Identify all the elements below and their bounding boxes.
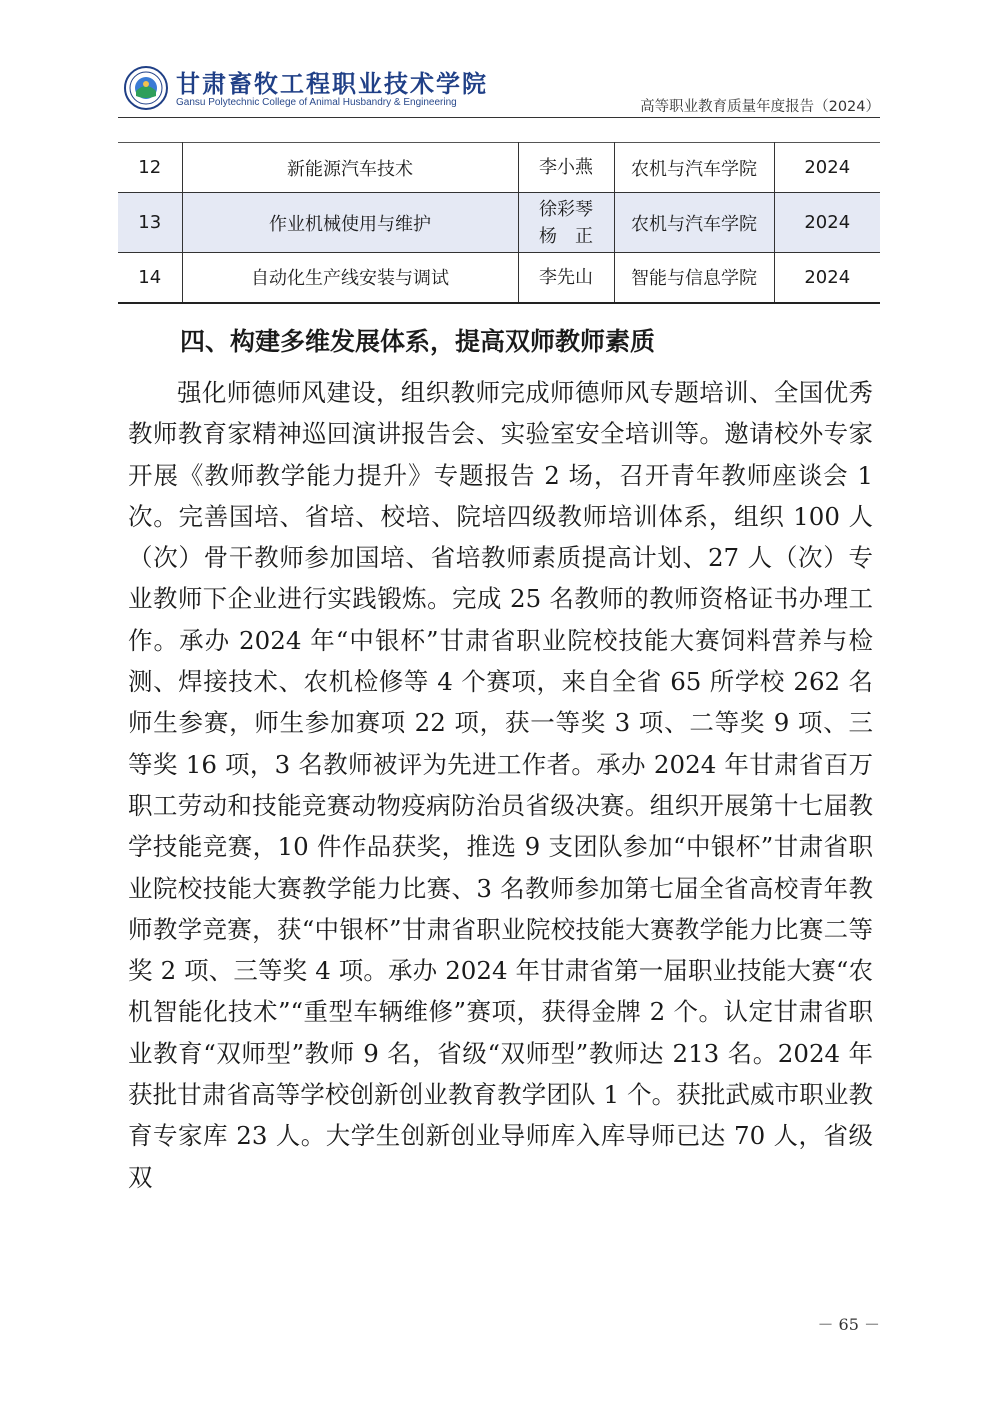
staff-table <box>118 142 880 304</box>
person-name <box>518 193 614 253</box>
person-name-line: 李小燕 <box>539 157 593 178</box>
person-name <box>518 143 614 193</box>
college-name: 农机与汽车学院 <box>614 193 774 253</box>
school-logo-icon <box>124 66 168 110</box>
report-title: 高等职业教育质量年度报告（2024） <box>640 99 880 115</box>
page-number: － 65 － <box>817 1315 880 1334</box>
project-name: 新能源汽车技术 <box>182 143 518 193</box>
year: 2024 <box>774 143 880 193</box>
school-name-en: Gansu Polytechnic College of Animal Husbandry & Engineering <box>176 97 457 108</box>
row-number: 14 <box>118 253 182 303</box>
table-row <box>118 143 880 193</box>
row-number: 13 <box>118 193 182 253</box>
header-divider <box>118 117 880 118</box>
person-name-line: 徐彩琴 <box>539 198 593 220</box>
year: 2024 <box>774 253 880 303</box>
section-heading: 四、构建多维发展体系，提高双师教师素质 <box>180 327 656 356</box>
person-name <box>518 253 614 303</box>
project-name: 自动化生产线安装与调试 <box>182 253 518 303</box>
person-name-line: 李先山 <box>539 266 593 288</box>
table-row <box>118 193 880 253</box>
body-paragraph: 强化师德师风建设，组织教师完成师德师风专题培训、全国优秀教师教育家精神巡回演讲报告会、实验室安全培训等。邀请校外专家开展《教师教学能力提升》专题报告 2 场，召开青年教师座谈会 1 次。完善国培、省培、校培、院培四级教师培训体系，组织 100 人（次）骨干教师参加国培、省培教师素质提高计划、27 人（次）专业教师下企业进行实践锻炼。完成 25 名教师的教师资格证书办理工作。承办 2024 年“中银杯”甘肃省职业院校技能大赛饲料营养与检测、焊接技术、农机检修等 4 个赛项，来自全省 65 所学校 262 名师生参赛，师生参加赛项 22 项，获一等奖 3 项、二等奖 9 项、三等奖 16 项，3 名教师被评为先进工作者。承办 2024 年甘肃省百万职工劳动和技能竞赛动物疫病防治员省级决赛。组织开展第十七届教学技能竞赛，10 件作品获奖，推选 9 支团队参加“中银杯”甘肃省职业院校技能大赛教学能力比赛、3 名教师参加第七届全省高校青年教师教学竞赛，获“中银杯”甘肃省职业院校技能大赛教学能力比赛二等奖 2 项、三等奖 4 项。承办 2024 年甘肃省第一届职业技能大赛“农机智能化技术”“重型车辆维修”赛项，获得金牌 2 个。认定甘肃省职业教育“双师型”教师 9 名，省级“双师型”教师达 213 名。2024 年获批甘肃省高等学校创新创业教育教学团队 1 个。获批武威市职业教育专家库 23 人。大学生创新创业导师库入库导师已达 70 人，省级双 <box>128 378 873 1192</box>
row-number: 12 <box>118 143 182 193</box>
college-name: 农机与汽车学院 <box>614 143 774 193</box>
college-name: 智能与信息学院 <box>614 253 774 303</box>
year: 2024 <box>774 193 880 253</box>
school-name-cn: 甘肃畜牧工程职业技术学院 <box>176 70 488 98</box>
page-header <box>118 62 880 120</box>
person-name-line: 杨 正 <box>539 225 593 247</box>
table-row <box>118 253 880 303</box>
project-name: 作业机械使用与维护 <box>182 193 518 253</box>
